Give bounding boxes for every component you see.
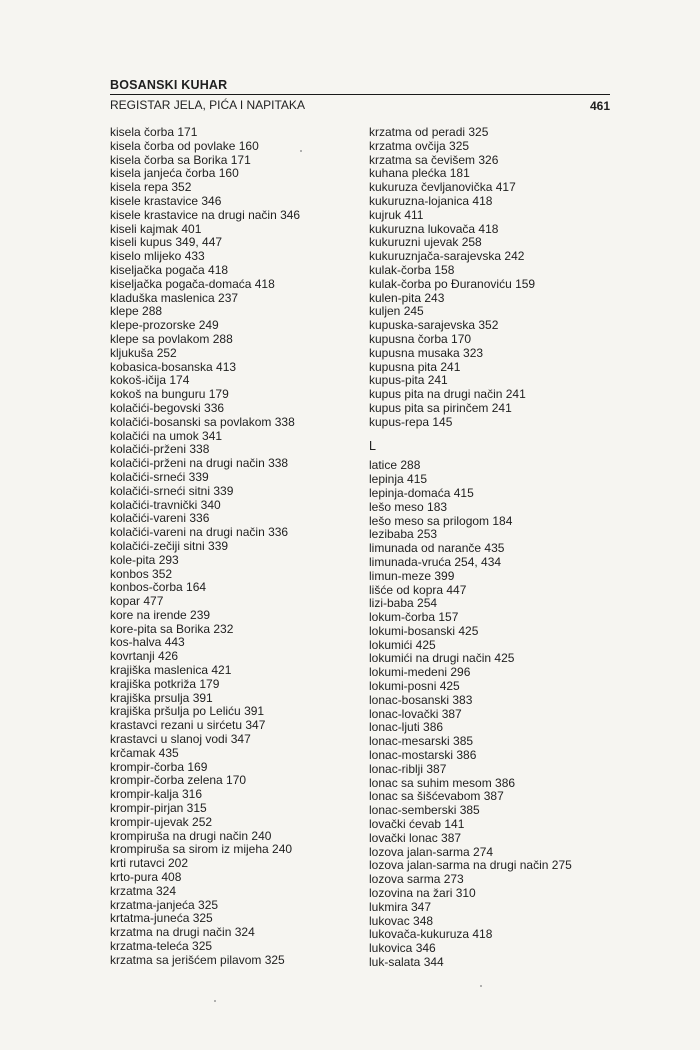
index-entry: kupusna čorba 170 xyxy=(369,331,472,346)
index-entry: kolačići-bosanski sa povlakom 338 xyxy=(110,414,295,429)
index-entry: klepe-prozorske 249 xyxy=(110,318,219,333)
index-entry: lokumi-medeni 296 xyxy=(369,665,471,680)
index-column-right xyxy=(369,126,609,970)
section-title: REGISTAR JELA, PIĆA I NAPITAKA xyxy=(110,98,305,112)
index-entry: lovački ćevab 141 xyxy=(369,817,465,832)
index-entry: kladuška maslenica 237 xyxy=(110,290,239,305)
index-entry: kukuruzna lukovača 418 xyxy=(369,221,499,236)
index-entry: kolačići-vareni 336 xyxy=(110,511,210,526)
index-entry: lonac-riblji 387 xyxy=(369,761,447,776)
index-entry: kolačići-srneći 339 xyxy=(110,469,209,484)
index-entry: lukmira 347 xyxy=(369,899,432,914)
scan-speck xyxy=(214,1000,216,1002)
index-entry: kukuruzni ujevak 258 xyxy=(369,235,482,250)
index-entry: kljukuša 252 xyxy=(110,345,177,360)
index-entry: kulak-čorba 158 xyxy=(369,262,455,277)
index-entry: krzatma sa čevišem 326 xyxy=(369,152,499,167)
index-entry: kupus-pita 241 xyxy=(369,373,448,388)
index-entry: krto-pura 408 xyxy=(110,870,182,885)
index-entry: kokoš na bunguru 179 xyxy=(110,387,229,402)
index-entry: kolačići-begovski 336 xyxy=(110,400,225,415)
index-entry: krčamak 435 xyxy=(110,745,179,760)
index-entry: kore-pita sa Borika 232 xyxy=(110,621,234,636)
index-entry: kobasica-bosanska 413 xyxy=(110,359,237,374)
index-entry: lonac sa suhim mesom 386 xyxy=(369,775,516,790)
index-entry: kolačići-vareni na drugi način 336 xyxy=(110,525,289,540)
index-entry: kisela repa 352 xyxy=(110,180,192,195)
index-entry: kupus pita na drugi način 241 xyxy=(369,387,526,402)
index-entry: krompir-čorba zelena 170 xyxy=(110,773,247,788)
index-entry: latice 288 xyxy=(369,458,421,473)
index-entry: krompir-kalja 316 xyxy=(110,787,203,802)
index-entry: krastavci rezani u sirćetu 347 xyxy=(110,718,266,733)
index-entry: lepinja 415 xyxy=(369,472,428,487)
index-entry: limun-meze 399 xyxy=(369,568,455,583)
index-entry: lukovac 348 xyxy=(369,913,434,928)
index-entry: krzatma 324 xyxy=(110,883,177,898)
index-entry: kulen-pita 243 xyxy=(369,290,445,305)
index-entry: lokumi-bosanski 425 xyxy=(369,623,479,638)
index-entry: lukovača-kukuruza 418 xyxy=(369,927,493,942)
index-entry: krajiška potkriža 179 xyxy=(110,676,220,691)
index-entry: krompir-ujevak 252 xyxy=(110,814,213,829)
index-entry: kupus-repa 145 xyxy=(369,414,453,429)
index-entry: kole-pita 293 xyxy=(110,552,179,567)
index-entry: kore na irende 239 xyxy=(110,607,211,622)
index-entry: lonac-lovački 387 xyxy=(369,706,462,721)
index-entry: kiselo mlijeko 433 xyxy=(110,249,205,264)
index-entry: lezibaba 253 xyxy=(369,527,438,542)
index-entry: kiseli kupus 349, 447 xyxy=(110,235,223,250)
index-entry: kisele krastavice na drugi način 346 xyxy=(110,207,301,222)
index-entry: lokumi-posni 425 xyxy=(369,679,460,694)
index-entry: lonac-bosanski 383 xyxy=(369,692,473,707)
index-entry: kopar 477 xyxy=(110,594,164,609)
index-entry: krajiška maslenica 421 xyxy=(110,663,232,678)
index-entry: kolačići-prženi na drugi način 338 xyxy=(110,456,289,471)
index-entry: kukuruzna-lojanica 418 xyxy=(369,193,493,208)
index-entry: kiseljačka pogača-domaća 418 xyxy=(110,276,275,291)
index-entry: kolačići-srneći sitni 339 xyxy=(110,483,234,498)
index-entry: lonac-semberski 385 xyxy=(369,803,480,818)
index-entry: kisela čorba sa Borika 171 xyxy=(110,152,251,167)
index-entry: kolačići na umok 341 xyxy=(110,428,223,443)
index-entry: lešo meso 183 xyxy=(369,499,448,514)
index-entry: limunada od naranče 435 xyxy=(369,541,505,556)
index-entry: kuljen 245 xyxy=(369,304,424,319)
index-entry: krompir-čorba 169 xyxy=(110,759,208,774)
index-entry: krzatma ovčija 325 xyxy=(369,138,470,153)
header-rule xyxy=(110,94,610,95)
index-entry: kolačići-zečiji sitni 339 xyxy=(110,538,229,553)
book-title: BOSANSKI KUHAR xyxy=(110,78,228,92)
page-number: 461 xyxy=(589,99,610,113)
index-entry: lozova sarma 273 xyxy=(369,872,464,887)
index-entry: lonac-ljuti 386 xyxy=(369,720,444,735)
scan-speck xyxy=(480,985,482,987)
index-entry: kisela čorba od povlake 160 xyxy=(110,138,259,153)
index-entry: krti rutavci 202 xyxy=(110,856,189,871)
index-entry: klepe 288 xyxy=(110,304,163,319)
index-entry: lešo meso sa prilogom 184 xyxy=(369,513,513,528)
index-entry: lozova jalan-sarma 274 xyxy=(369,844,494,859)
index-entry: krtatma-juneća 325 xyxy=(110,911,213,926)
page-header xyxy=(110,78,610,113)
index-entry: lonac-mesarski 385 xyxy=(369,734,474,749)
index-entry: krajiška pršulja po Leliću 391 xyxy=(110,704,265,719)
index-entry: lozovina na žari 310 xyxy=(369,886,476,901)
index-entry: kuhana plećka 181 xyxy=(369,166,470,181)
index-entry: klepe sa povlakom 288 xyxy=(110,331,233,346)
index-entry: kisela janjeća čorba 160 xyxy=(110,166,239,181)
index-entry: krompiruša sa sirom iz mijeha 240 xyxy=(110,842,293,857)
index-entry: lovački lonac 387 xyxy=(369,830,462,845)
index-entry: lepinja-domaća 415 xyxy=(369,485,474,500)
index-entry: kos-halva 443 xyxy=(110,635,185,650)
index-entry: kovrtanji 426 xyxy=(110,649,179,664)
index-entry: lonac sa šišćevabom 387 xyxy=(369,789,504,804)
index-entry: krzatma-teleća 325 xyxy=(110,939,213,954)
index-entry: kisele krastavice 346 xyxy=(110,193,222,208)
index-entry: kiseljačka pogača 418 xyxy=(110,262,229,277)
index-entry: lišće od kopra 447 xyxy=(369,582,467,597)
index-entry: lukovica 346 xyxy=(369,941,436,956)
index-entry: lonac-mostarski 386 xyxy=(369,748,477,763)
index-entry: krzatma na drugi način 324 xyxy=(110,925,255,940)
index-entry: konbos-čorba 164 xyxy=(110,580,207,595)
index-entry: lozova jalan-sarma na drugi način 275 xyxy=(369,858,572,873)
index-entry: lokumići 425 xyxy=(369,637,436,652)
index-column-left xyxy=(110,126,350,968)
scan-speck xyxy=(300,150,302,152)
index-entry: kupusna musaka 323 xyxy=(369,345,484,360)
index-entry: krzatma od peradi 325 xyxy=(369,125,489,139)
index-entry: krompiruša na drugi način 240 xyxy=(110,828,272,843)
index-entry: lizi-baba 254 xyxy=(369,596,438,611)
index-entry: krzatma sa jerišćem pilavom 325 xyxy=(110,952,285,967)
index-entry: kupuska-sarajevska 352 xyxy=(369,318,499,333)
letter-heading-l: L xyxy=(369,438,376,453)
index-entry: kukuruznjača-sarajevska 242 xyxy=(369,249,525,264)
index-entry: kukuruza čevljanovička 417 xyxy=(369,180,516,195)
index-entry: limunada-vruća 254, 434 xyxy=(369,554,502,569)
index-entry: kokoš-ičija 174 xyxy=(110,373,190,388)
index-entry: krzatma-janjeća 325 xyxy=(110,897,219,912)
index-entry: kupusna pita 241 xyxy=(369,359,461,374)
index-entry: kulak-čorba po Đuranoviću 159 xyxy=(369,276,536,291)
index-entry: lokum-čorba 157 xyxy=(369,610,459,625)
index-entry: krajiška prsulja 391 xyxy=(110,690,213,705)
index-entry: kiseli kajmak 401 xyxy=(110,221,202,236)
index-entry: kolačići-prženi 338 xyxy=(110,442,210,457)
index-entry: kujruk 411 xyxy=(369,207,424,222)
index-entry: kisela čorba 171 xyxy=(110,125,198,139)
index-entry: konbos 352 xyxy=(110,566,173,581)
index-entry: krastavci u slanoj vodi 347 xyxy=(110,732,251,747)
index-entry: kolačići-travnički 340 xyxy=(110,497,221,512)
index-entry: luk-salata 344 xyxy=(369,955,444,970)
index-entry: kupus pita sa pirinčem 241 xyxy=(369,400,512,415)
index-entry: lokumići na drugi način 425 xyxy=(369,651,515,666)
index-entry: krompir-pirjan 315 xyxy=(110,801,207,816)
